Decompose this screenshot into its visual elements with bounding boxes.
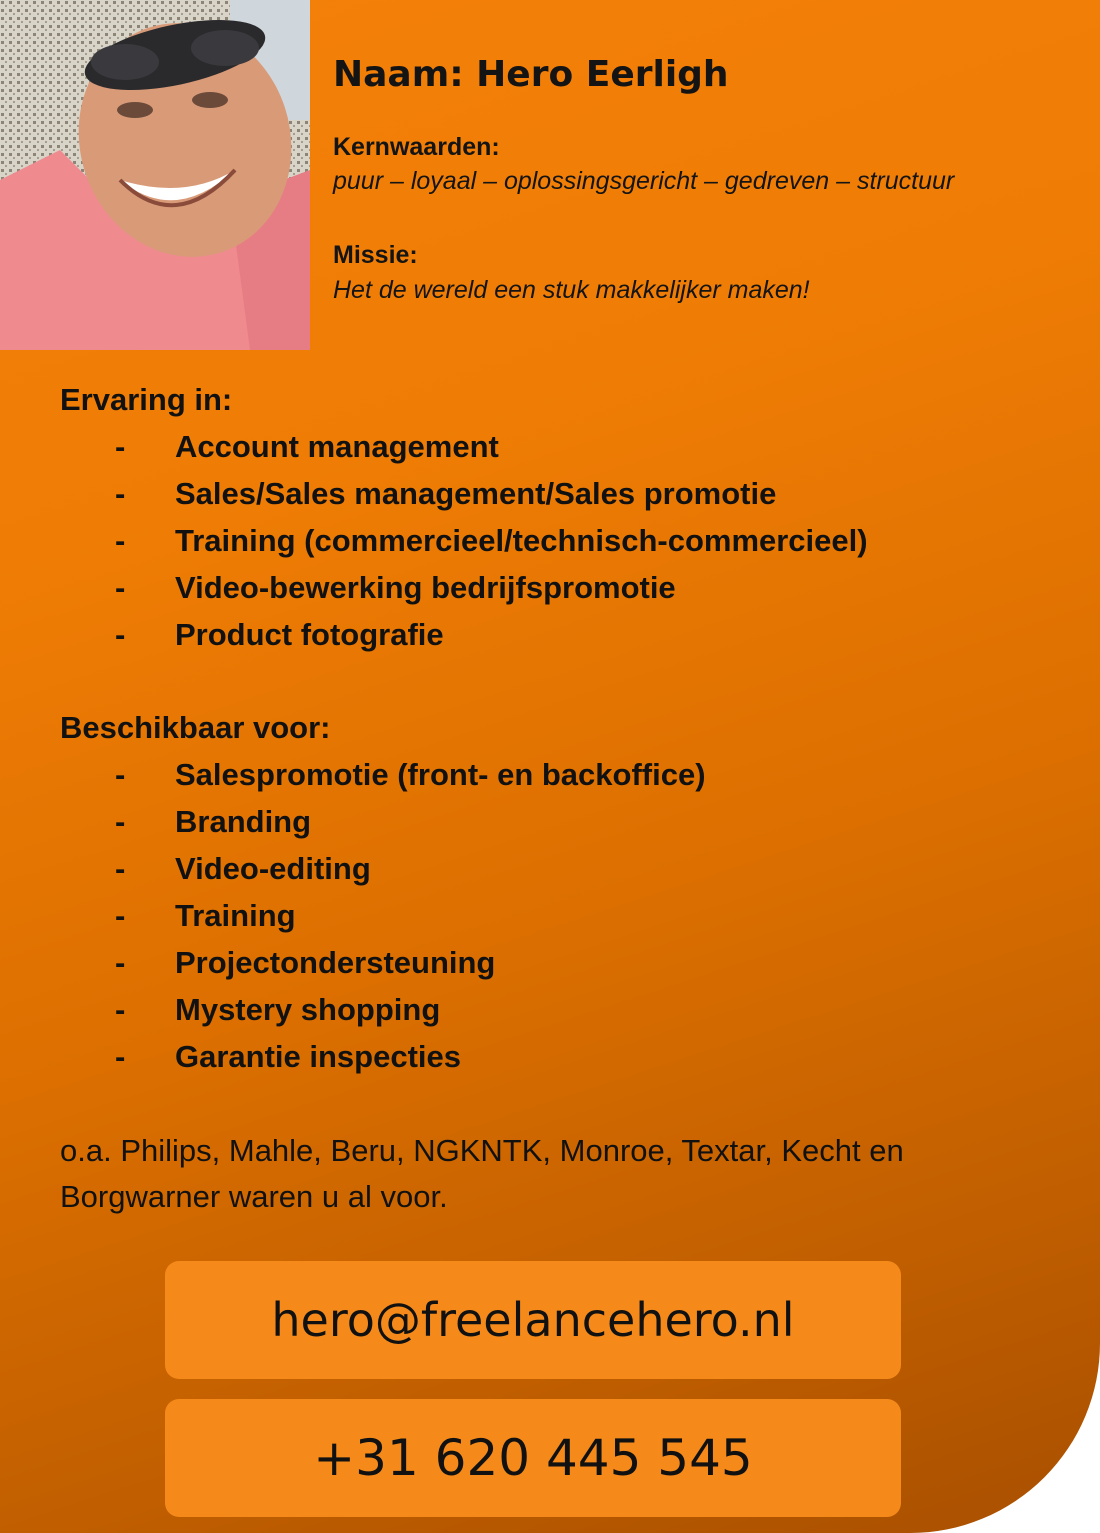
list-dash: -: [115, 429, 126, 464]
missie-text: Het de wereld een stuk makkelijker maken!: [333, 276, 810, 304]
beschikbaar-list: [60, 751, 1060, 1080]
list-item: - Account management: [60, 423, 1060, 470]
phone-number[interactable]: +31 620 445 545: [313, 1429, 753, 1487]
list-item: - Video-editing: [60, 845, 1060, 892]
list-dash: -: [115, 523, 126, 558]
list-dash: -: [115, 945, 126, 980]
list-dash: -: [115, 570, 126, 605]
list-dash: -: [115, 804, 126, 839]
missie-label: Missie:: [333, 241, 418, 269]
email-address[interactable]: hero@freelancehero.nl: [271, 1293, 795, 1347]
list-item: - Projectondersteuning: [60, 939, 1060, 986]
profile-header: [333, 52, 1083, 310]
list-dash: -: [115, 476, 126, 511]
ervaring-list: [60, 423, 1060, 658]
ervaring-title: Ervaring in:: [60, 382, 233, 417]
profile-photo: [0, 0, 310, 350]
list-item: - Branding: [60, 798, 1060, 845]
list-dash: -: [115, 1039, 126, 1074]
clients-text: o.a. Philips, Mahle, Beru, NGKNTK, Monroe, Textar, Kecht en Borgwarner waren u al voor.: [60, 1133, 904, 1214]
email-box[interactable]: [165, 1261, 901, 1379]
ervaring-section: [60, 377, 1060, 658]
person-name: Naam: Hero Eerligh: [333, 54, 729, 95]
list-dash: -: [115, 992, 126, 1027]
list-item: - Mystery shopping: [60, 986, 1060, 1033]
list-dash: -: [115, 851, 126, 886]
list-item: - Training: [60, 892, 1060, 939]
list-item: - Salespromotie (front- en backoffice): [60, 751, 1060, 798]
kernwaarden-label: Kernwaarden:: [333, 133, 500, 161]
list-item: - Training (commercieel/technisch-commercieel): [60, 517, 1060, 564]
list-dash: -: [115, 617, 126, 652]
list-dash: -: [115, 757, 126, 792]
list-item: - Video-bewerking bedrijfspromotie: [60, 564, 1060, 611]
beschikbaar-section: [60, 705, 1060, 1080]
kernwaarden-values: puur – loyaal – oplossingsgericht – gedreven – structuur: [333, 167, 955, 195]
list-item: - Sales/Sales management/Sales promotie: [60, 470, 1060, 517]
list-item: - Garantie inspecties: [60, 1033, 1060, 1080]
list-dash: -: [115, 898, 126, 933]
beschikbaar-title: Beschikbaar voor:: [60, 710, 331, 745]
phone-box[interactable]: [165, 1399, 901, 1517]
list-item: - Product fotografie: [60, 611, 1060, 658]
